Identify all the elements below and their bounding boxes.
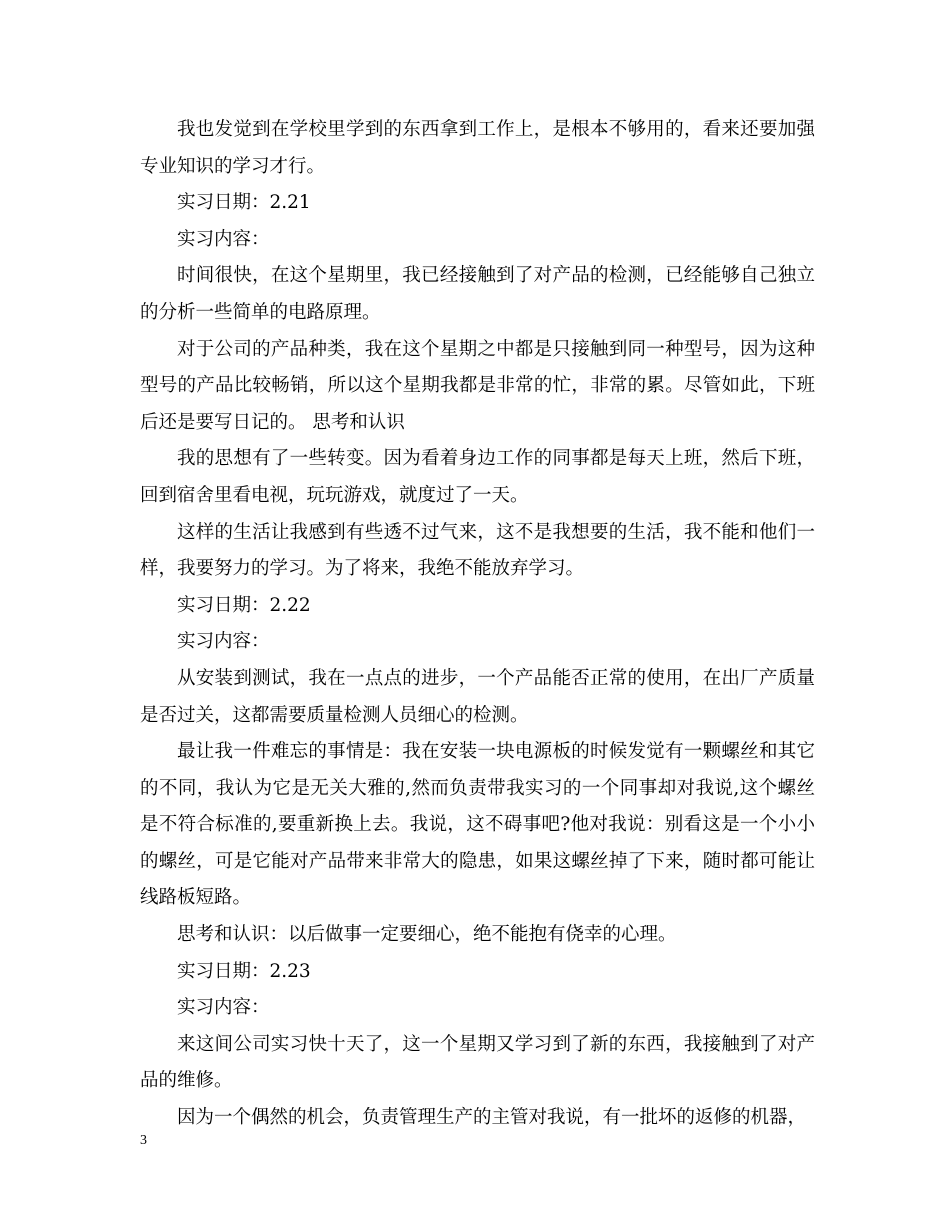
page-number: 3 <box>140 1133 147 1148</box>
paragraph: 时间很快，在这个星期里，我已经接触到了对产品的检测，已经能够自己独立的分析一些简单的电路原理。 <box>140 265 815 323</box>
internship-date: 实习日期：2.23 <box>177 960 311 982</box>
paragraph: 思考和认识：以后做事一定要细心，绝不能抱有侥幸的心理。 <box>177 924 677 946</box>
paragraph: 因为一个偶然的机会，负责管理生产的主管对我说，有一批坏的返修的机器， <box>177 1107 807 1129</box>
internship-content-label: 实习内容： <box>177 631 270 653</box>
internship-content-label: 实习内容： <box>177 228 270 250</box>
paragraph: 对于公司的产品种类，我在这个星期之中都是只接触到同一种型号，因为这种型号的产品比较畅销，所以这个星期我都是非常的忙，非常的累。尽管如此，下班后还是要写日记的。 思考和认识 <box>140 338 815 433</box>
paragraph: 来这间公司实习快十天了，这一个星期又学习到了新的东西，我接触到了对产品的维修。 <box>140 1033 815 1092</box>
paragraph: 从安装到测试，我在一点点的进步，一个产品能否正常的使用，在出厂产质量是否过关，这都需要质量检测人员细心的检测。 <box>140 667 815 726</box>
paragraph: 最让我一件难忘的事情是：我在安装一块电源板的时候发觉有一颗螺丝和其它的不同，我认为它是无关大雅的,然而负责带我实习的一个同事却对我说,这个螺丝是不符合标准的,要重新换上去。我说，这不碍事吧?他对我说：别看这是一个小小的螺丝，可是它能对产品带来非常大的隐患，如果这螺丝掉了下来，随时都可能让线路板短路。 <box>140 741 815 909</box>
body-text <box>140 112 815 1137</box>
paragraph: 我的思想有了一些转变。因为看着身边工作的同事都是每天上班，然后下班，回到宿舍里看电视，玩玩游戏，就度过了一天。 <box>140 448 815 506</box>
internship-date: 实习日期：2.22 <box>177 594 311 616</box>
paragraph: 这样的生活让我感到有些透不过气来，这不是我想要的生活，我不能和他们一样，我要努力的学习。为了将来，我绝不能放弃学习。 <box>140 521 815 580</box>
internship-content-label: 实习内容： <box>177 997 270 1019</box>
internship-date: 实习日期：2.21 <box>177 192 311 214</box>
paragraph: 我也发觉到在学校里学到的东西拿到工作上，是根本不够用的，看来还要加强专业知识的学习才行。 <box>140 119 815 177</box>
